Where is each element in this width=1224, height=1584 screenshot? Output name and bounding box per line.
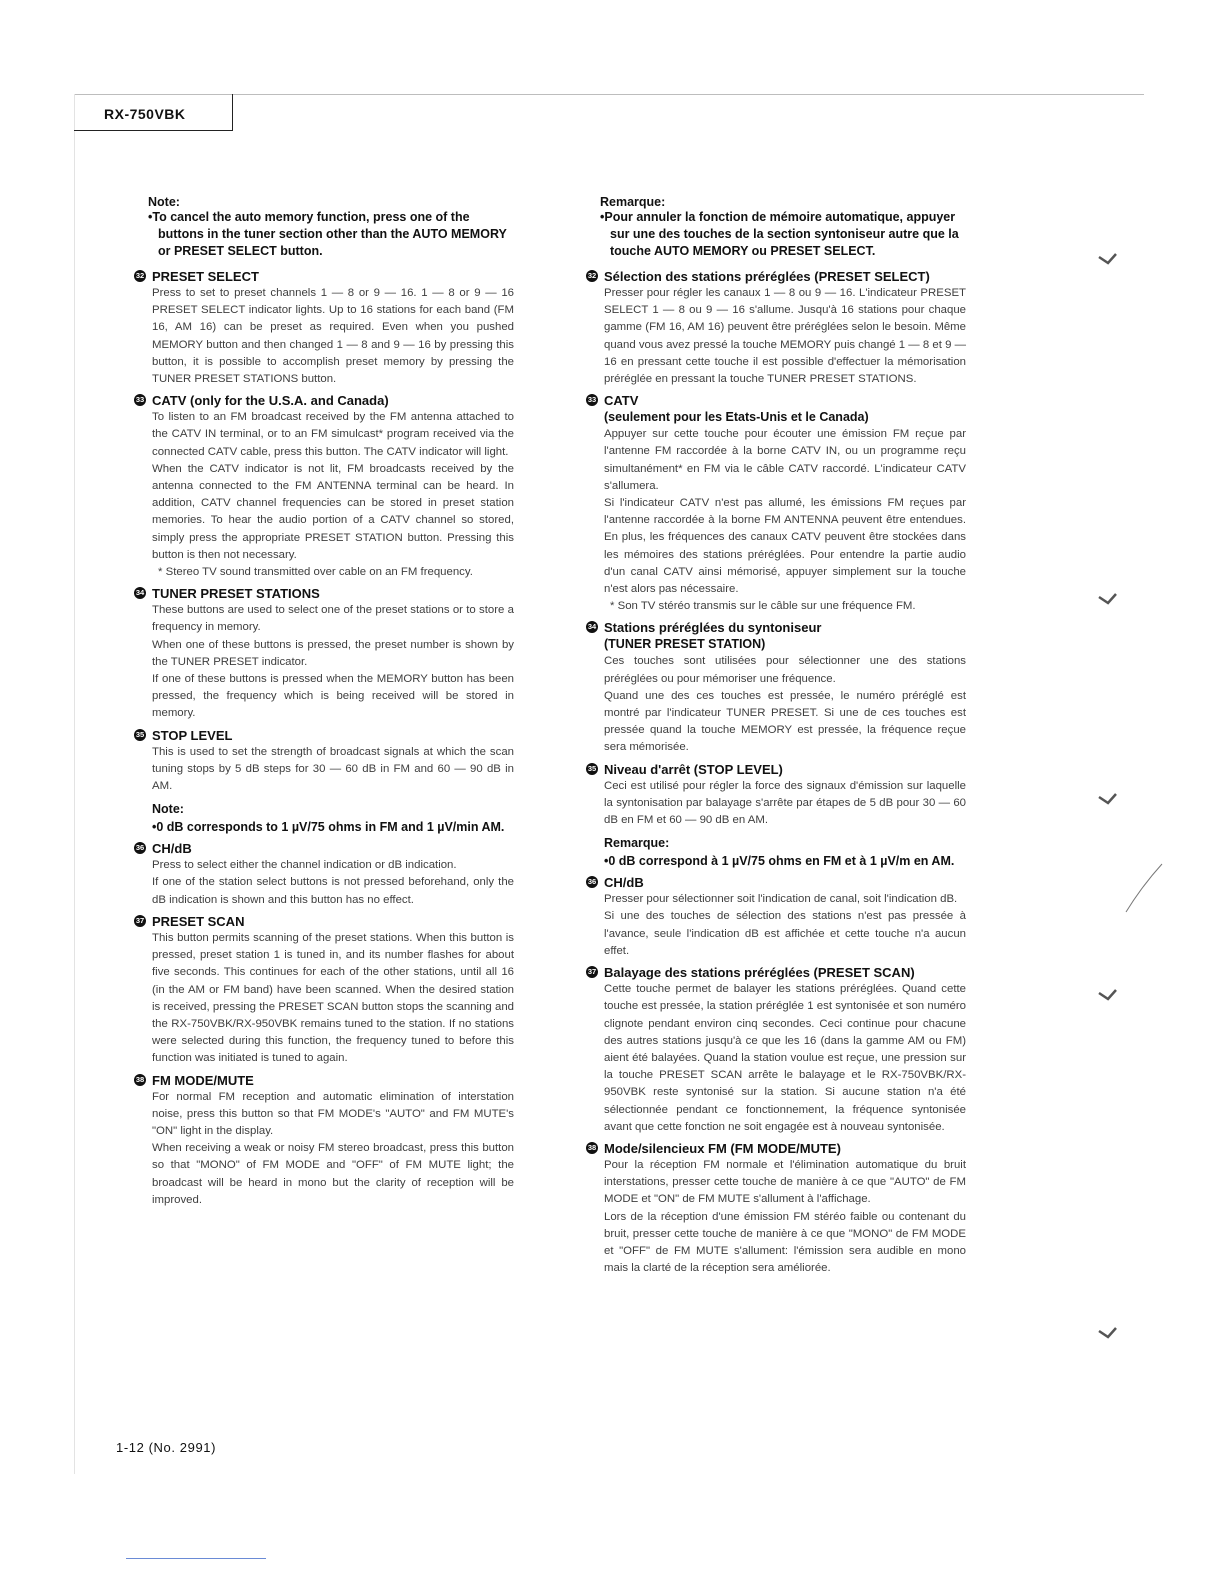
paragraph: Lors de la réception d'une émission FM stéréo faible ou contenant du bruit, presser cette touche de manière à ce que "MONO" de FM MODE et "OFF" de FM MUTE s'allument: l'émission sera audible en mono mais la clarté de la réception sera améliorée. — [604, 1210, 966, 1275]
item-number-icon: 35 — [587, 763, 597, 773]
paragraph: Si une des touches de sélection des stations n'est pas pressée à l'avance, seule l'indication dB est affichée et cette touche n'a aucun effet. — [604, 910, 966, 957]
section-title: CATV — [604, 393, 639, 409]
paragraph: Presser pour régler les canaux 1 — 8 ou 9 — 16. L'indicateur PRESET SELECT 1 — 8 ou 9 — 16 s'allume. Jusqu'à 16 stations pour chaque gamme (FM 16, AM 16) peuvent être préréglées selon le besoin. Même quand vous avez pressé la touche MEMORY puis changé 1 — 8 et 9 — 16 en pressant cette touche il est possible d'effectuer la mémorisation préréglée en pressant la touche TUNER PRESET STATIONS. — [604, 287, 966, 386]
section-stop-level — [586, 761, 966, 871]
section-title: CH/dB — [152, 841, 192, 857]
paragraph: This button permits scanning of the preset stations. When this button is pressed, preset station 1 is tuned in, and its number flashes for about five seconds. This continues for each of the other stations, until all 16 (in the AM or FM band) have been scanned. When the desired station is received, pressing the PRESET SCAN button stops the scanning and the RX-750VBK/RX-950VBK remains tuned to the station. If no stations were selected during this function, the frequency tuned to before this function was initiated is tuned to again. — [152, 931, 514, 1065]
checkmark-icon — [1098, 988, 1118, 1002]
section-preset-select — [586, 268, 966, 388]
section-ch-db — [586, 874, 966, 960]
item-number-icon: 33 — [587, 395, 597, 405]
item-number-icon: 35 — [135, 729, 145, 739]
page-number: 1-12 (No. 2991) — [116, 1440, 217, 1455]
note-title: Remarque: — [600, 195, 666, 209]
section-title: PRESET SCAN — [152, 913, 245, 929]
section-ch-db — [134, 840, 514, 909]
paragraph: Quand une des ces touches est pressée, le numéro préréglé est montré par l'indicateur TUNER PRESET. Si une de ces touches est pressée quand la touche MEMORY est pressée, la fréquence reçue sera mémorisée. — [604, 689, 966, 754]
section-title: Stations préréglées du syntoniseur — [604, 620, 822, 636]
paragraph: Press to select either the channel indication or dB indication. — [152, 859, 457, 872]
paragraph: Appuyer sur cette touche pour écouter une émission FM reçue par l'antenne FM raccordée à la borne CATV IN, ou un programme reçu simultanément* en FM via le câble CATV raccordé. L'indicateur CATV s'allumera. — [604, 428, 966, 492]
checkmark-icon — [1098, 792, 1118, 806]
item-number-icon: 34 — [135, 588, 145, 598]
paragraph: When one of these buttons is pressed, the preset number is shown by the TUNER PRESET indicator. — [152, 638, 514, 668]
section-subtitle: (TUNER PRESET STATION) — [604, 637, 766, 652]
section-title: TUNER PRESET STATIONS — [152, 586, 320, 602]
section-tuner-preset-stations — [134, 585, 514, 722]
section-title: Niveau d'arrêt (STOP LEVEL) — [604, 761, 783, 777]
section-subtitle: (seulement pour les Etats-Unis et le Canada) — [604, 410, 869, 425]
item-number-icon: 38 — [587, 1142, 597, 1152]
section-preset-scan — [134, 913, 514, 1068]
paragraph: Ces touches sont utilisées pour sélectionner une des stations préréglées ou pour mémoriser une fréquence. — [604, 655, 966, 685]
paragraph: This is used to set the strength of broadcast signals at which the scan tuning stops by 5 dB steps for 30 — 60 dB in FM and 60 — 90 dB in AM. — [152, 745, 514, 793]
section-fm-mode-mute — [586, 1140, 966, 1277]
section-title: PRESET SELECT — [152, 269, 259, 284]
section-title: CH/dB — [604, 875, 644, 891]
page-edge — [74, 94, 75, 1474]
english-column — [134, 195, 514, 1209]
paragraph: Press to set to preset channels 1 — 8 or 9 — 16. 1 — 8 or 9 — 16 PRESET SELECT indicator lights. Up to 16 stations for each band (FM 16, AM 16) can be preset as required. Even when you pushed MEMORY button and then changed 1 — 8 and 9 — 16 by pressing this button, it is possible to accomplish preset memory by pressing the TUNER PRESET STATIONS button. — [152, 287, 514, 386]
checkmark-icon — [1098, 592, 1118, 606]
paragraph: When receiving a weak or noisy FM stereo broadcast, press this button so that "MONO" of FM MODE and "OFF" of FM MUTE light; the broadcast will be heard in mono but the clarity of reception will be improved. — [152, 1142, 514, 1206]
section-catv — [134, 392, 514, 581]
paragraph: Si l'indicateur CATV n'est pas allumé, les émissions FM reçues par l'antenne raccordée à la borne FM ANTENNA peuvent être entendues. En plus, les fréquences des canaux CATV peuvent être stockées dans les mémoires des stations préréglées. Pour entendre la partie audio d'un canal CATV ainsi mémorisé, appuyer simplement sur la touche n'est alors pas nécessaire. — [604, 497, 966, 596]
section-preset-select — [134, 268, 514, 388]
top-rule — [74, 94, 1144, 95]
item-number-icon: 36 — [587, 877, 597, 887]
paragraph: These buttons are used to select one of the preset stations or to store a frequency in memory. — [152, 604, 514, 634]
section-title: Mode/silencieux FM (FM MODE/MUTE) — [604, 1140, 841, 1156]
paragraph: Pour la réception FM normale et l'élimination automatique du bruit interstations, presser cette touche de manière à ce que "AUTO" de FM MODE et "ON" de FM MUTE s'allument à l'affichage. — [604, 1158, 966, 1206]
paragraph: If one of the station select buttons is not pressed beforehand, only the dB indication is shown and this button has no effect. — [152, 876, 514, 906]
checkmark-icon — [1098, 1326, 1118, 1340]
section-title: FM MODE/MUTE — [152, 1072, 254, 1088]
paragraph: Presser pour sélectionner soit l'indication de canal, soit l'indication dB. — [604, 893, 958, 906]
checkmark-icon — [1098, 252, 1118, 266]
footnote: * Stereo TV sound transmitted over cable on an FM frequency. — [158, 566, 473, 579]
note-bullet: •To cancel the auto memory function, press one of the buttons in the tuner section other than the AUTO MEMORY or PRESET SELECT button. — [148, 210, 507, 258]
item-number-icon: 37 — [135, 915, 145, 925]
item-number-icon: 37 — [587, 967, 597, 977]
note-title: Remarque: — [604, 836, 670, 851]
note-title: Note: — [148, 195, 180, 209]
note-bullet: •0 dB corresponds to 1 µV/75 ohms in FM and 1 µV/min AM. — [152, 820, 505, 835]
item-number-icon: 36 — [135, 843, 145, 853]
section-tuner-preset-stations — [586, 619, 966, 756]
note-bullet: •Pour annuler la fonction de mémoire automatique, appuyer sur une des touches de la section syntoniseur autre que la touche AUTO MEMORY ou PRESET SELECT. — [600, 210, 959, 258]
note-bullet: •0 dB correspond à 1 µV/75 ohms en FM et à 1 µV/m en AM. — [604, 854, 955, 869]
item-number-icon: 38 — [135, 1074, 145, 1084]
paragraph: If one of these buttons is pressed when the MEMORY button has been pressed, the frequency which is being received will be stored in memory. — [152, 673, 514, 720]
paragraph: For normal FM reception and automatic elimination of interstation noise, press this button so that FM MODE's "AUTO" and FM MUTE's "ON" light in the display. — [152, 1090, 514, 1137]
paragraph: When the CATV indicator is not lit, FM broadcasts received by the antenna connected to the FM ANTENNA terminal can be heard. In addition, CATV channel frequencies can be stored in preset station memories. To hear the audio portion of a CATV channel so stored, simply press the appropriate PRESET STATION button. Pressing this button is then not necessary. — [152, 462, 514, 561]
item-number-icon: 32 — [135, 271, 145, 280]
paragraph: Ceci est utilisé pour régler la force des signaux d'émission sur laquelle la syntonisation par balayage s'arrête par étapes de 5 dB pour 30 — 60 dB en FM et 60 — 90 dB en AM. — [604, 779, 966, 827]
item-number-icon: 34 — [587, 622, 597, 632]
section-catv — [586, 392, 966, 615]
note-title: Note: — [152, 802, 184, 817]
section-fm-mode-mute — [134, 1072, 514, 1209]
section-title: CATV (only for the U.S.A. and Canada) — [152, 393, 389, 409]
footnote: * Son TV stéréo transmis sur le câble sur une fréquence FM. — [610, 600, 916, 613]
scan-edge-line — [126, 1558, 266, 1559]
section-preset-scan — [586, 964, 966, 1136]
section-title: Balayage des stations préréglées (PRESET SCAN) — [604, 965, 915, 981]
section-stop-level — [134, 727, 514, 837]
section-title: Sélection des stations préréglées (PRESET SELECT) — [604, 269, 930, 284]
paragraph: Cette touche permet de balayer les stations préréglées. Quand cette touche est pressée, la station préréglée 1 est syntonisée et son numéro clignote pendant environ cinq secondes. Ceci continue pour chacune des autres stations jusqu'à ce que les 16 (dans la gamme AM ou FM) aient été balayées. Quand la station voulue est reçue, une pression sur la touche PRESET SCAN arrête le balayage et le RX-750VBK/RX-950VBK reste syntonisé sur la station. Si aucune station n'a été sélectionnée pendant ce fonctionnement, la fréquence syntonisée avant que cette fonction ne soit engagée est à nouveau syntonisée. — [604, 983, 966, 1133]
paragraph: To listen to an FM broadcast received by the FM antenna attached to the CATV IN terminal, or to an FM simulcast* program received via the connected CATV cable, press this button. The CATV indicator will light. — [152, 411, 514, 458]
section-title: STOP LEVEL — [152, 727, 233, 743]
pen-mark-icon — [1122, 862, 1168, 914]
model-number: RX-750VBK — [104, 106, 186, 122]
item-number-icon: 33 — [135, 395, 145, 405]
item-number-icon: 32 — [587, 271, 597, 280]
french-column — [586, 195, 966, 1277]
